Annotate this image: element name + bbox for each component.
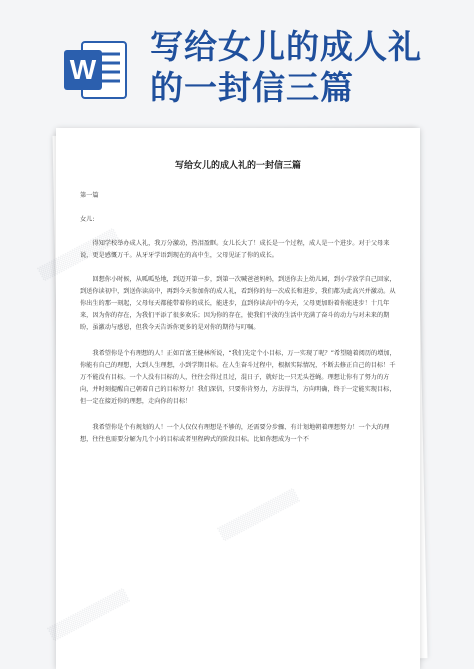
watermark: ▒▒▒▒▒▒▒▒▒▒▒ bbox=[217, 488, 301, 543]
paragraph: 得知学校举办成人礼，我万分激动，热泪盈眶。女儿长大了！成长是一个过程，成人是一个进步。对于父母来说，更是感慨万千。从牙牙学语到现在的高中生，父母见证了你的成长。 bbox=[80, 240, 390, 259]
section-heading: 第一篇 bbox=[80, 192, 99, 199]
salutation: 女儿: bbox=[80, 216, 95, 223]
watermark: ▒▒▒▒▒▒▒▒▒▒▒ bbox=[47, 588, 131, 643]
paragraph: 回想你小时候，从呱呱坠地，到迈开第一步，到第一次喊爸爸妈妈，到送你去上幼儿园，到小学放学自己回家，到送你读初中，到送你读高中，再到今天参加你的成人礼，看到你的每一次成长和进步，我们都为此高兴并激动。从你出生的那一刻起，父母每天都能带着你的成长，能进步，直到你读高中的今天，父母更加盼着你能进步！十几年来，因为你的存在，为我们平添了很多欢乐；因为你的存在，使我们平淡的生活中充满了奋斗的动力与对未来的期盼，虽激动与感恩，但我今天告诉你更多的是对你的期待与叮嘱。 bbox=[80, 276, 396, 331]
paragraph: 我希望你是个有规划的人！一个人仅仅有理想是不够的，还需要分步骤、有计划地朝着理想努力！一个大的理想，往往也需要分解为几个小的目标或者里程碑式的阶段目标。比如你想成为一个不 bbox=[80, 424, 390, 443]
banner-title-line1: 写给女儿的成人礼 bbox=[150, 27, 422, 66]
banner-header bbox=[0, 0, 474, 120]
word-document-icon bbox=[62, 36, 130, 104]
logo-letter: W bbox=[69, 54, 97, 85]
document-page bbox=[37, 128, 420, 669]
banner-title-line2: 的一封信三篇 bbox=[150, 68, 354, 107]
document-body bbox=[80, 190, 398, 458]
banner-title bbox=[150, 26, 460, 108]
watermark: ▒▒▒▒▒▒▒▒▒▒▒ bbox=[37, 228, 121, 283]
document-title: 写给女儿的成人礼的一封信三篇 bbox=[174, 161, 301, 171]
paragraph: 我希望你是个有理想的人！正如百富王健林所说，“我们先定个小目标，万一实现了呢？”希望随着阅历的增加，你能有自己的理想，大到人生理想，小到学期目标。在人生奋斗过程中，根据实际情况，不断去修正自己的目标！千万不能没有目标。一个人没有目标的人，往往会得过且过，混日子，就好比一只无头苍蝇。理想让你有了努力的方向，并时刻提醒自己朝着自己的目标努力！我们深信，只要你肯努力，方法得当，方向明确，终于一定能实现目标，但一定在接近你的理想，走向你的目标！ bbox=[80, 350, 396, 405]
